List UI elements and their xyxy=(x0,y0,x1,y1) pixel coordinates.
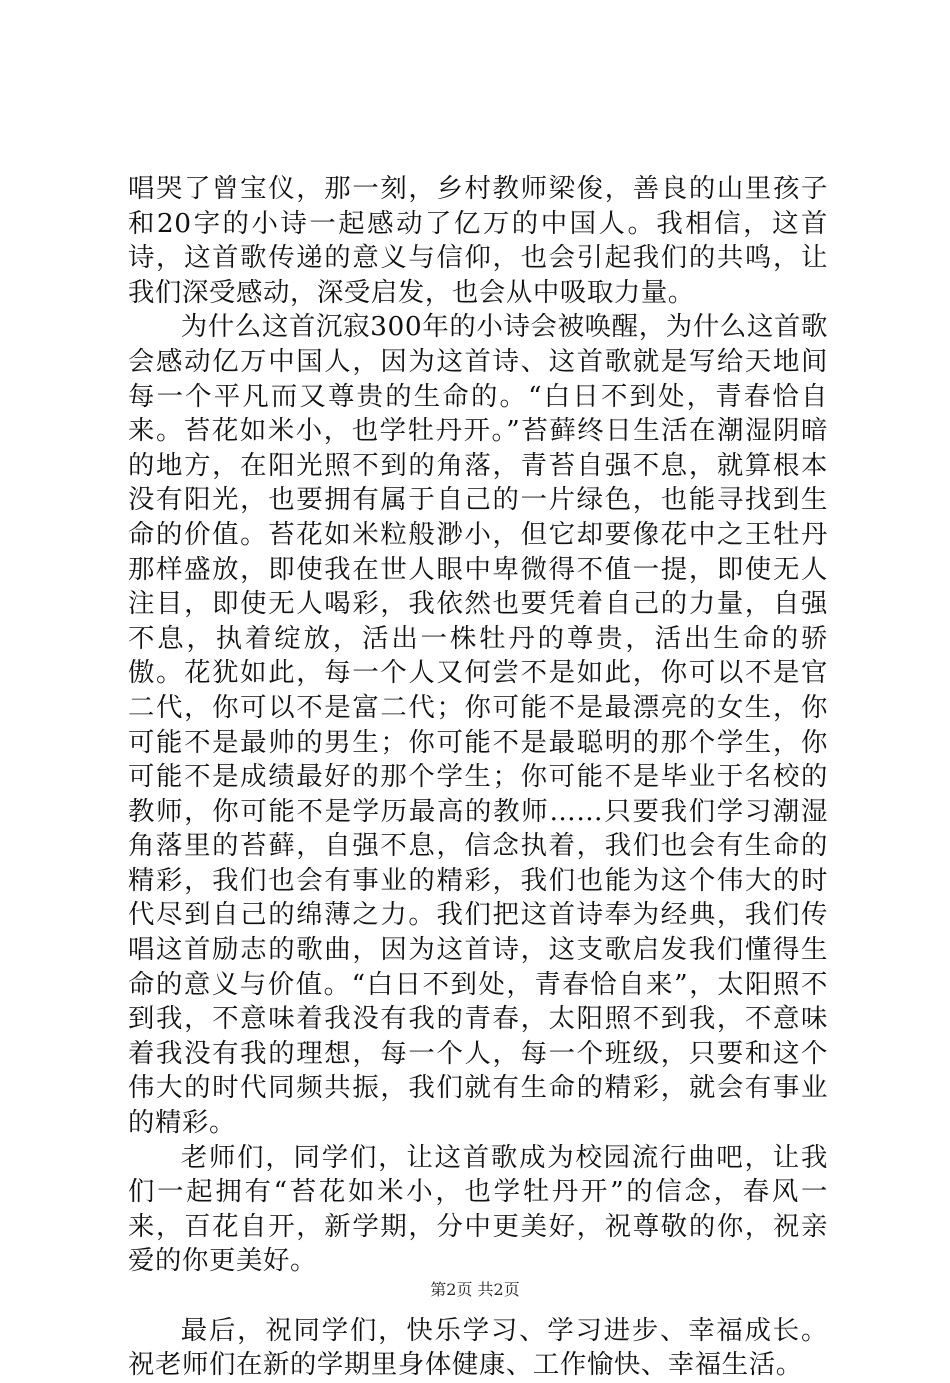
paragraph-3: 老师们，同学们，让这首歌成为校园流行曲吧，让我们一起拥有“苔花如米小，也学牡丹开”的信念，春风一来，百花自开，新学期，分中更美好，祝尊敬的你，祝亲爱的你更美好。 xyxy=(128,1141,828,1277)
paragraph-1: 唱哭了曾宝仪，那一刻，乡村教师梁俊，善良的山里孩子和20字的小诗一起感动了亿万的中国人。我相信，这首诗，这首歌传递的意义与信仰，也会引起我们的共鸣，让我们深受感动，深受启发，也会从中吸取力量。 xyxy=(128,173,828,308)
paragraph-2: 为什么这首沉寂300年的小诗会被唤醒，为什么这首歌会感动亿万中国人，因为这首诗、这首歌就是写给天地间每一个平凡而又尊贵的生命的。“白日不到处，青春恰自来。苔花如米小，也学牡丹开。”苔藓终日生活在潮湿阴暗的地方，在阳光照不到的角落，青苔自强不息，就算根本没有阳光，也要拥有属于自己的一片绿色，也能寻找到生命的价值。苔花如米粒般渺小，但它却要像花中之王牡丹那样盛放，即使我在世人眼中卑微得不值一提，即使无人注目，即使无人喝彩，我依然也要凭着自己的力量，自强不息，执着绽放，活出一株牡丹的尊贵，活出生命的骄傲。花犹如此，每一个人又何尝不是如此，你可以不是官二代，你可以不是富二代；你可能不是最漂亮的女生，你可能不是最帅的男生；你可能不是最聪明的那个学生，你可能不是成绩最好的那个学生；你可能不是毕业于名校的教师，你可能不是学历最高的教师……只要我们学习潮湿角落里的苔藓，自强不息，信念执着，我们也会有生命的精彩，我们也会有事业的精彩，我们也能为这个伟大的时代尽到自己的绵薄之力。我们把这首诗奉为经典，我们传唱这首励志的歌曲，因为这首诗，这支歌启发我们懂得生命的意义与价值。“白日不到处，青春恰自来”，太阳照不到我，不意味着我没有我的青春，太阳照不到我，不意味着我没有我的理想，每一个人，每一个班级，只要和这个伟大的时代同频共振，我们就有生命的精彩，就会有事业的精彩。 xyxy=(128,311,828,1139)
page-number-footer: 第2页 共2页 xyxy=(430,1280,520,1299)
body-text xyxy=(128,172,828,1383)
paragraph-4: 最后，祝同学们，快乐学习、学习进步、幸福成长。祝老师们在新的学期里身体健康、工作愉快、幸福生活。 xyxy=(128,1314,828,1381)
